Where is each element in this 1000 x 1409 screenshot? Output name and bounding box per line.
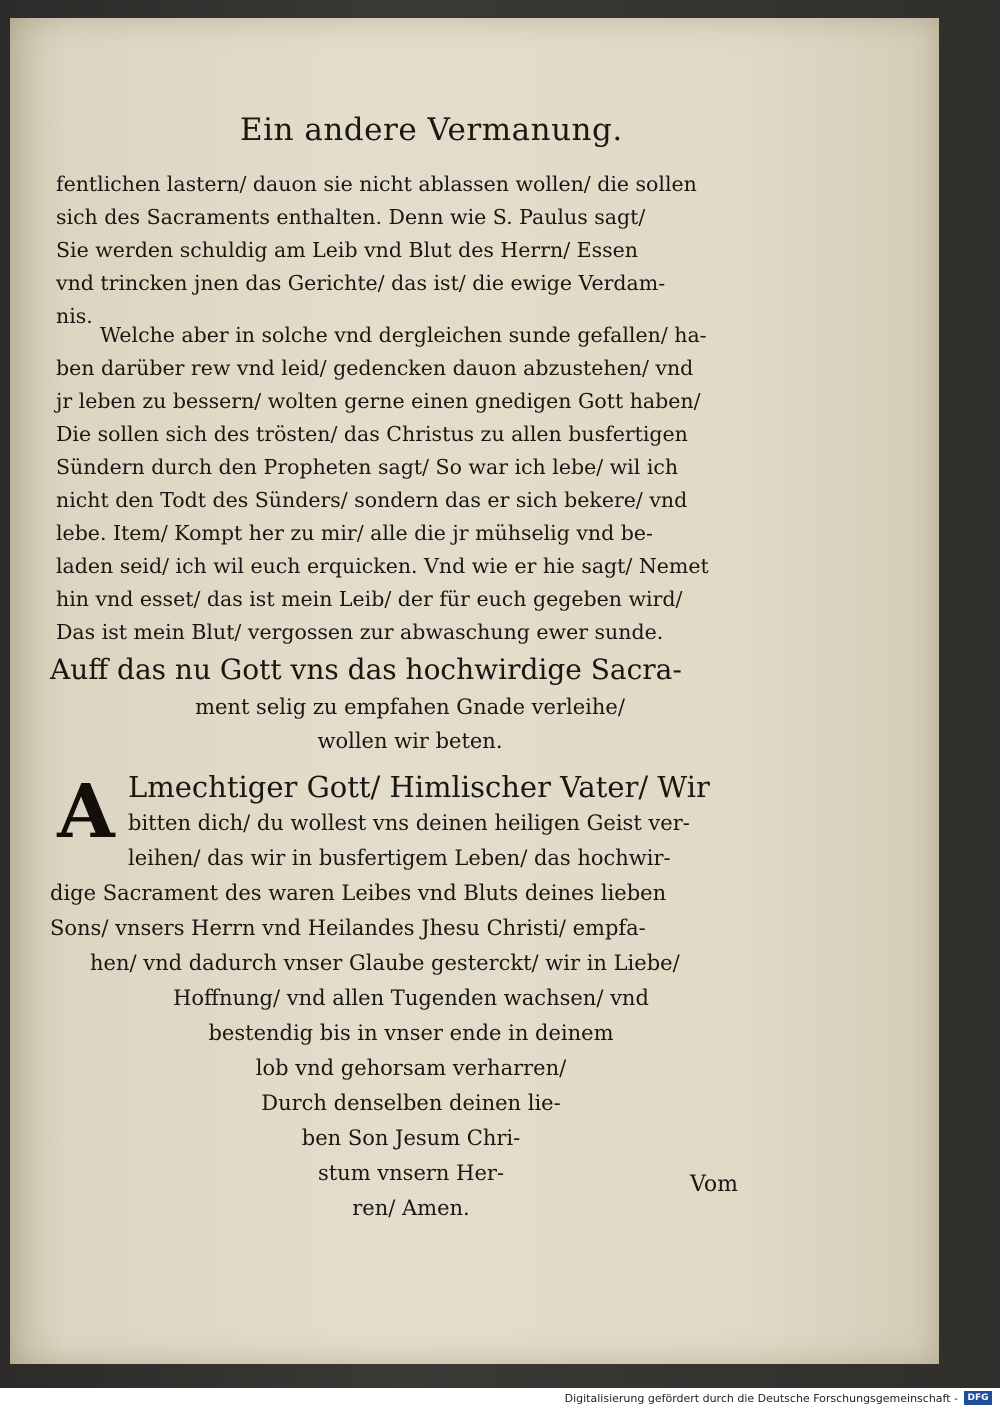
heading-line: Auff das nu Gott vns das hochwirdige Sacra-	[50, 653, 682, 686]
prayer-line: Lmechtiger Gott/ Himlischer Vater/ Wir	[128, 770, 710, 804]
text-line: Sündern durch den Propheten sagt/ So war ich lebe/ wil ich	[56, 455, 679, 479]
paragraph-1	[56, 168, 776, 333]
prayer-line: leihen/ das wir in busfertigem Leben/ das hochwir-	[128, 846, 671, 870]
footer-credit: Digitalisierung gefördert durch die Deutsche Forschungsgemeinschaft -	[564, 1392, 958, 1405]
decorated-initial: A	[57, 769, 115, 855]
text-line: fentlichen lastern/ dauon sie nicht ablassen wollen/ die sollen	[56, 172, 697, 196]
running-head: Ein andere Vermanung.	[240, 112, 623, 148]
prayer-line: Hoffnung/ vnd allen Tugenden wachsen/ vnd	[173, 986, 649, 1010]
text-line: Welche aber in solche vnd dergleichen sunde gefallen/ ha-	[100, 323, 707, 347]
prayer-line: ren/ Amen.	[352, 1196, 470, 1220]
text-line: Die sollen sich des trösten/ das Christus zu allen busfertigen	[56, 422, 688, 446]
text-line: Das ist mein Blut/ vergossen zur abwaschung ewer sunde.	[56, 620, 664, 644]
text-line: nis.	[56, 304, 93, 328]
text-line: hin vnd esset/ das ist mein Leib/ der für euch gegeben wird/	[56, 587, 683, 611]
prayer-line: hen/ vnd dadurch vnser Glaube gesterckt/ wir in Liebe/	[90, 951, 680, 975]
paragraph-2	[56, 319, 776, 649]
prayer-heading	[50, 650, 770, 758]
text-line: vnd trincken jnen das Gerichte/ das ist/ die ewige Verdam-	[56, 271, 666, 295]
prayer-line: ben Son Jesum Chri-	[301, 1126, 521, 1150]
prayer-line: lob vnd gehorsam verharren/	[255, 1056, 567, 1080]
prayer-line: bestendig bis in vnser ende in deinem	[208, 1021, 614, 1045]
prayer-line: Durch denselben deinen lie-	[261, 1091, 561, 1115]
text-line: ben darüber rew vnd leid/ gedencken dauon abzustehen/ vnd	[56, 356, 694, 380]
text-line: sich des Sacraments enthalten. Denn wie S. Paulus sagt/	[56, 205, 646, 229]
text-line: lebe. Item/ Kompt her zu mir/ alle die jr mühselig vnd be-	[56, 521, 653, 545]
text-line: jr leben zu bessern/ wolten gerne einen gnedigen Gott haben/	[56, 389, 701, 413]
text-line: laden seid/ ich wil euch erquicken. Vnd wie er hie sagt/ Nemet	[56, 554, 709, 578]
heading-line: wollen wir beten.	[317, 729, 503, 753]
heading-line: ment selig zu empfahen Gnade verleihe/	[195, 695, 625, 719]
prayer-line: Sons/ vnsers Herrn vnd Heilandes Jhesu Christi/ empfa-	[50, 916, 646, 940]
catchword: Vom	[690, 1172, 738, 1197]
text-line: nicht den Todt des Sünders/ sondern das er sich bekere/ vnd	[56, 488, 688, 512]
dfg-logo: DFG	[964, 1391, 992, 1405]
prayer-line: bitten dich/ du wollest vns deinen heiligen Geist ver-	[128, 811, 690, 835]
prayer-line: dige Sacrament des waren Leibes vnd Bluts deines lieben	[50, 881, 667, 905]
prayer-line: stum vnsern Her-	[317, 1161, 505, 1185]
prayer-text	[50, 768, 772, 1226]
text-line: Sie werden schuldig am Leib vnd Blut des Herrn/ Essen	[56, 238, 638, 262]
